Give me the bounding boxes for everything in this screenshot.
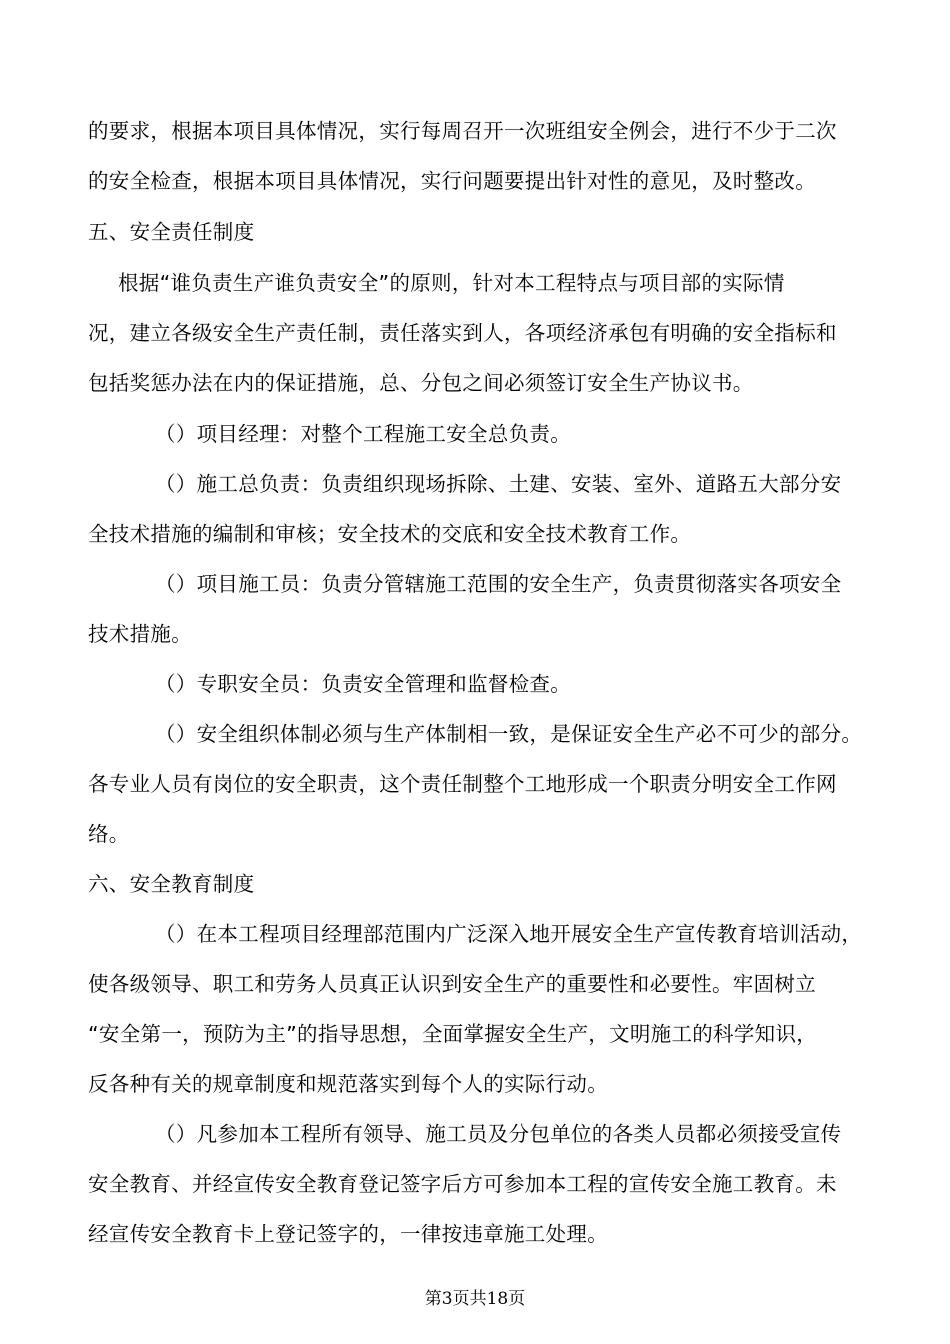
body-text-line: 根据“谁负责生产谁负责安全”的原则，针对本工程特点与项目部的实际情 bbox=[118, 271, 785, 295]
body-text-line: 全技术措施的编制和审核；安全技术的交底和安全技术教育工作。 bbox=[88, 522, 692, 546]
body-text-line: 安全教育、并经宣传安全教育登记签字后方可参加本工程的宣传安全施工教育。未 bbox=[88, 1172, 837, 1196]
body-text-line: 各专业人员有岗位的安全职责，这个责任制整个工地形成一个职责分明安全工作网 bbox=[88, 772, 837, 796]
list-item: （）在本工程项目经理部范围内广泛深入地开展安全生产宣传教育培训活动， bbox=[155, 922, 863, 946]
body-text-line: 的要求，根据本项目具体情况，实行每周召开一次班组安全例会，进行不少于二次 bbox=[88, 119, 837, 143]
body-text-line: 包括奖惩办法在内的保证措施，总、分包之间必须签订安全生产协议书。 bbox=[88, 371, 754, 395]
body-text-line: 络。 bbox=[88, 822, 130, 846]
section-heading: 五、安全责任制度 bbox=[88, 220, 255, 244]
list-item: （）项目施工员：负责分管辖施工范围的安全生产，负责贯彻落实各项安全 bbox=[155, 572, 842, 596]
list-item: （）安全组织体制必须与生产体制相一致，是保证安全生产必不可少的部分。 bbox=[155, 722, 863, 746]
body-text-line: 况，建立各级安全生产责任制，责任落实到人，各项经济承包有明确的安全指标和 bbox=[88, 321, 837, 345]
list-item: （）施工总负责：负责组织现场拆除、土建、安装、室外、道路五大部分安 bbox=[155, 472, 842, 496]
body-text-line: 经宣传安全教育卡上登记签字的，一律按违章施工处理。 bbox=[88, 1222, 608, 1246]
body-text-line: 使各级领导、职工和劳务人员真正认识到安全生产的重要性和必要性。牢固树立 bbox=[88, 972, 816, 996]
section-heading: 六、安全教育制度 bbox=[88, 872, 255, 896]
list-item: （）项目经理：对整个工程施工安全总负责。 bbox=[155, 422, 571, 446]
body-text-line: “安全第一，预防为主”的指导思想，全面掌握安全生产，文明施工的科学知识， bbox=[88, 1022, 818, 1046]
list-item: （）专职安全员：负责安全管理和监督检查。 bbox=[155, 672, 571, 696]
body-text-line: 反各种有关的规章制度和规范落实到每个人的实际行动。 bbox=[88, 1072, 608, 1096]
list-item: （）凡参加本工程所有领导、施工员及分包单位的各类人员都必须接受宣传 bbox=[155, 1122, 842, 1146]
body-text-line: 技术措施。 bbox=[88, 622, 192, 646]
page-number-footer: 第3页共18页 bbox=[424, 1289, 526, 1309]
body-text-line: 的安全检查，根据本项目具体情况，实行问题要提出针对性的意见，及时整改。 bbox=[88, 169, 816, 193]
